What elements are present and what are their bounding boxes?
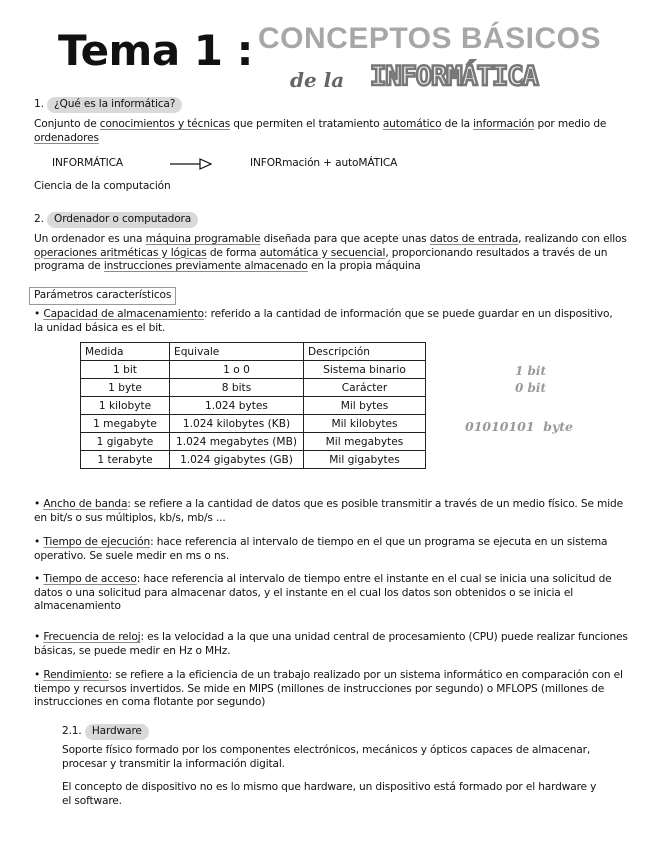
underlined-term: instrucciones previamente almacenado [103, 260, 308, 273]
table-header-row [81, 343, 426, 361]
text: , proporcionando resultados a través de un programa de [34, 246, 608, 273]
clock-frequency-paragraph: • Frecuencia de reloj: es la velocidad a la que una unidad central de procesamiento (CPU) puede realizar funciones básicas, se puede medir en Hz o MHz. [34, 631, 628, 657]
text: que permiten el tratamiento [230, 118, 383, 130]
section-1-heading [34, 97, 182, 113]
side-note-bit-1: 1 bit [515, 364, 547, 378]
underlined-term: operaciones aritméticas y lógicas [34, 246, 207, 259]
text: de la [441, 118, 474, 130]
text: diseñada para que acepte unas [260, 233, 430, 245]
side-note-byte: 01010101 byte [465, 419, 574, 434]
table-cell: 1 terabyte [81, 451, 170, 469]
equation-right: INFORmación + autoMÁTICA [250, 157, 398, 169]
text: en la propia máquina [307, 260, 421, 273]
table-cell: 1 bit [81, 361, 170, 379]
performance-paragraph: • Rendimiento: se refiere a la eficiencia de un trabajo realizado por un sistema informático en comparación con el tiempo y recursos invertidos. Se mide en MIPS (millones de instrucciones por segundo) o MFLOPS (millones de instrucciones en coma flotante por segundo) [34, 669, 623, 709]
underlined-term: Ancho de banda [43, 498, 128, 510]
text: : se refiere a la eficiencia de un trabajo realizado por un sistema informático en comparación con el tiempo y recursos invertidos. Se mide en MIPS (millones de instrucciones por segundo) o MFLOPS (millones de instrucciones en coma flotante por segundo) [34, 669, 623, 709]
section-heading-label: Ordenador o computadora [47, 212, 198, 228]
table-row [81, 415, 426, 433]
table-cell: 1 o 0 [170, 361, 304, 379]
underlined-term: automático [382, 118, 442, 130]
table-cell: 8 bits [170, 379, 304, 397]
access-time-paragraph: • Tiempo de acceso: hace referencia al intervalo de tiempo entre el instante en el cual se inicia una solicitud de datos o una solicitud para almacenar datos, y el instante en el cual los datos son obtenidos o se inicia el almacenamiento [34, 573, 612, 613]
bandwidth-paragraph: • Ancho de banda: se refiere a la cantidad de datos que es posible transmitir a través de un medio físico. Se mide en bit/s o sus múltiplos, kb/s, mb/s ... [34, 498, 623, 524]
section-2-heading [34, 212, 198, 228]
table-row [81, 379, 426, 397]
table-header: Equivale [170, 343, 304, 361]
parameters-label: Parámetros característicos [29, 287, 176, 305]
text: : se refiere a la cantidad de datos que es posible transmitir a través de un medio físico. Se mide en bit/s o sus múltiplos, kb/s, mb/s ... [34, 498, 623, 524]
table-row [81, 397, 426, 415]
table-cell: 1.024 bytes [170, 397, 304, 415]
text: , realizando con ellos [518, 233, 627, 245]
table-cell: Sistema binario [304, 361, 426, 379]
capacity-paragraph: • Capacidad de almacenamiento: referido a la cantidad de información que se puede guardar en un dispositivo, la unidad básica es el bit. [34, 308, 613, 334]
text: Conjunto de [34, 118, 100, 130]
underlined-term: conocimientos y técnicas [99, 118, 231, 130]
text: por medio de [534, 118, 607, 130]
table-cell: 1.024 megabytes (MB) [170, 433, 304, 451]
section-number: 2.1. [62, 725, 82, 737]
title-concepts: CONCEPTOS BÁSICOS [258, 22, 601, 55]
underlined-term: ordenadores [34, 131, 99, 144]
hardware-heading [62, 724, 149, 740]
underlined-term: información [473, 118, 535, 130]
section-heading-label: Hardware [85, 724, 149, 740]
page-title: Tema 1 : [58, 26, 253, 75]
hardware-paragraph-1: Soporte físico formado por los componentes electrónicos, mecánicos y ópticos capaces de almacenar, procesar y transmitir la información digital. [62, 744, 591, 770]
text: : es la velocidad a la que una unidad central de procesamiento (CPU) puede realizar funciones básicas, se puede medir en Hz o MHz. [34, 631, 628, 657]
underlined-term: Tiempo de acceso [43, 573, 137, 585]
text: : hace referencia al intervalo de tiempo entre el instante en el cual se inicia una solicitud de datos o una solicitud para almacenar datos, y el instante en el cual los datos son obtenidos o se inicia el almacenamiento [34, 573, 612, 613]
title-informatica: INFORMÁTICA [370, 61, 538, 92]
units-table [80, 342, 426, 469]
hardware-paragraph-2: El concepto de dispositivo no es lo mismo que hardware, un dispositivo está formado por el hardware y el software. [62, 781, 597, 807]
text: Un ordenador es una [34, 233, 146, 245]
table-cell: 1 megabyte [81, 415, 170, 433]
side-note-bit-0: 0 bit [515, 381, 547, 395]
exec-time-paragraph: • Tiempo de ejecución: hace referencia al intervalo de tiempo en el que un programa se ejecuta en un sistema operativo. Se suele medir en ms o ns. [34, 536, 608, 562]
underlined-term: máquina programable [145, 233, 261, 245]
text: : hace referencia al intervalo de tiempo en el que un programa se ejecuta en un sistema operativo. Se suele medir en ms o ns. [34, 536, 608, 562]
table-cell: Mil kilobytes [304, 415, 426, 433]
table-cell: Mil megabytes [304, 433, 426, 451]
table-cell: Carácter [304, 379, 426, 397]
table-row [81, 451, 426, 469]
table-cell: Mil gigabytes [304, 451, 426, 469]
section-1-definition [34, 118, 624, 145]
table-cell: 1 gigabyte [81, 433, 170, 451]
table-cell: 1.024 gigabytes (GB) [170, 451, 304, 469]
table-cell: Mil bytes [304, 397, 426, 415]
section-number: 1. [34, 98, 44, 110]
title-de-la: de la [290, 68, 345, 92]
table-row [81, 433, 426, 451]
underlined-term: datos de entrada [429, 233, 519, 245]
underlined-term: Rendimiento [43, 669, 109, 681]
science-definition: Ciencia de la computación [34, 180, 171, 192]
table-header: Medida [81, 343, 170, 361]
text: de forma [206, 246, 260, 259]
table-cell: 1 byte [81, 379, 170, 397]
equation-left: INFORMÁTICA [52, 157, 123, 169]
table-cell: 1 kilobyte [81, 397, 170, 415]
section-2-definition [34, 233, 634, 274]
arrow-right-icon [170, 158, 212, 170]
table-row [81, 361, 426, 379]
table-header: Descripción [304, 343, 426, 361]
table-cell: 1.024 kilobytes (KB) [170, 415, 304, 433]
text: : referido a la cantidad de información que se puede guardar en un dispositivo, la unidad básica es el bit. [34, 308, 613, 334]
section-number: 2. [34, 213, 44, 225]
underlined-term: Tiempo de ejecución [43, 536, 151, 548]
underlined-term: Frecuencia de reloj [43, 631, 141, 643]
underlined-term: automática y secuencial [259, 246, 386, 259]
section-heading-label: ¿Qué es la informática? [47, 97, 182, 113]
underlined-term: Capacidad de almacenamiento [43, 308, 204, 320]
